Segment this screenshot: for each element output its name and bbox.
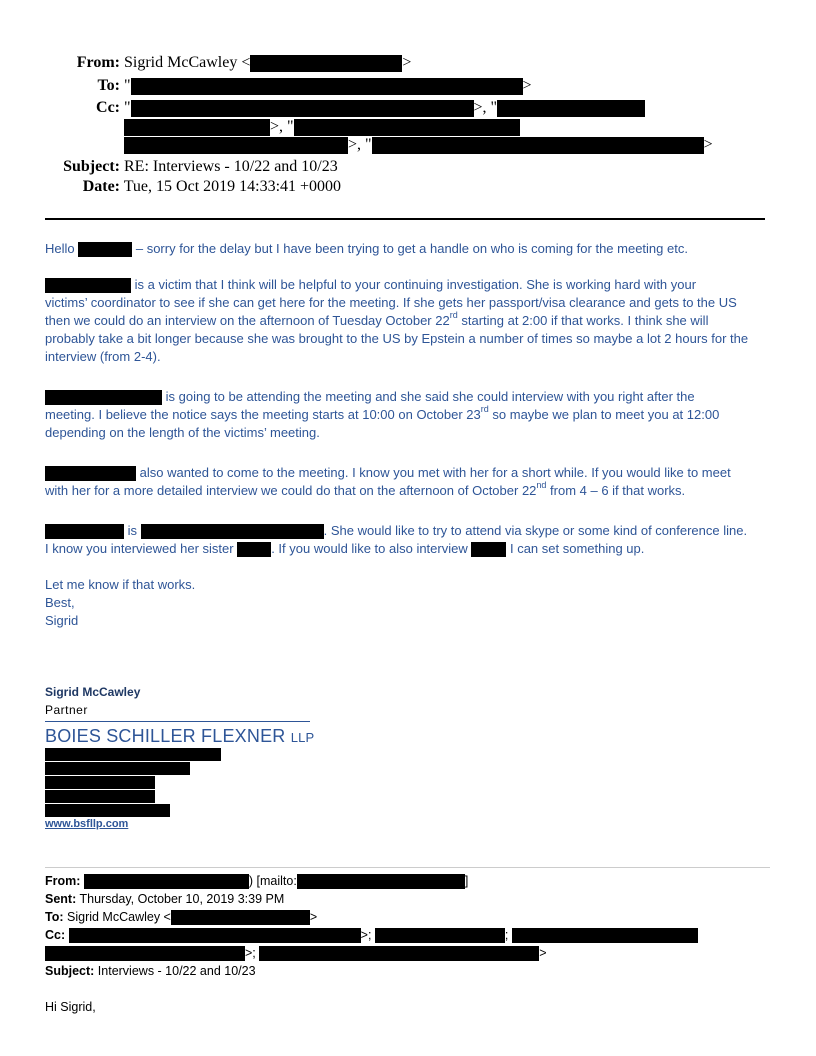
redaction: [294, 119, 520, 136]
redaction: [45, 278, 131, 293]
email-body: [45, 240, 775, 258]
redaction: [124, 119, 270, 136]
to-label: To:: [97, 77, 120, 94]
cc-row-2: >, ": [124, 117, 520, 137]
redaction: [131, 78, 523, 95]
redaction: [259, 946, 539, 961]
website-link[interactable]: www.bsfllp.com: [45, 818, 129, 830]
redaction: [250, 55, 402, 72]
redaction: [84, 874, 249, 889]
forward-divider: [45, 867, 770, 868]
fwd-subject-row: Subject: Interviews - 10/22 and 10/23: [45, 964, 256, 978]
paragraph: also wanted to come to the meeting. I know you met with her for a short while. If you would like to meet with her for a more detailed interview we could do that on the afternoon of October 22nd from 4 – 6 if that works.: [45, 465, 731, 498]
redaction: [45, 524, 124, 539]
redaction: [45, 390, 162, 405]
date-row: [45, 177, 341, 197]
fwd-cc-row: Cc: >; ;: [45, 926, 698, 944]
redaction: [78, 242, 132, 257]
signature-divider: [45, 721, 310, 722]
subject-value: RE: Interviews - 10/22 and 10/23: [124, 158, 338, 175]
signature-name: Sigrid McCawley: [45, 685, 141, 699]
closing: Let me know if that works. Best, Sigrid: [45, 577, 196, 628]
redaction: [45, 466, 136, 481]
redaction: [131, 100, 474, 117]
redaction: [45, 762, 190, 775]
from-label: From:: [76, 54, 120, 71]
paragraph: is . She would like to try to attend via skype or some kind of conference line. I know you interviewed her sister . If you would like to also interview I can set something up.: [45, 523, 748, 556]
to-row: To: " >: [45, 76, 532, 96]
redaction: [45, 804, 170, 817]
redaction: [69, 928, 361, 943]
redaction: [375, 928, 505, 943]
fwd-greeting: Hi Sigrid,: [45, 1000, 96, 1014]
redaction: [171, 910, 310, 925]
fwd-sent-row: Sent: Thursday, October 10, 2019 3:39 PM: [45, 892, 285, 906]
redaction: [471, 542, 506, 557]
header-divider: [45, 218, 765, 220]
subject-row: [45, 157, 338, 177]
redaction: [141, 524, 324, 539]
redaction: [45, 748, 221, 761]
signature-title: Partner: [45, 703, 88, 717]
date-label: Date:: [82, 178, 120, 195]
paragraph: Hello – sorry for the delay but I have been trying to get a handle on who is coming for the meeting etc.: [45, 241, 688, 256]
redaction: [124, 137, 348, 154]
date-value: Tue, 15 Oct 2019 14:33:41 +0000: [123, 178, 342, 195]
cc-row: Cc: " >, ": [45, 98, 645, 118]
paragraph: is a victim that I think will be helpful to your continuing investigation. She is working hard with your victims’ coordinator to see if she can get here for the meeting. If she gets her passport/visa clearance and gets to the US then we could do an interview on the afternoon of Tuesday October 22rd starting at 2:00 if that works. I think she will probably take a bit longer because she was brought to the US by Epstein a number of times so maybe a lot 2 hours for the interview (from 2-4).: [45, 277, 749, 364]
fwd-cc-row-2: >; >: [45, 944, 547, 962]
redaction: [45, 776, 155, 789]
redaction: [372, 137, 704, 154]
cc-label: Cc:: [96, 99, 120, 116]
fwd-from-row: From: ) [mailto: ]: [45, 874, 469, 888]
redaction: [45, 946, 245, 961]
from-row: From: Sigrid McCawley < >: [45, 53, 411, 73]
redaction: [237, 542, 271, 557]
cc-row-3: >, " >: [124, 135, 713, 155]
redaction: [45, 790, 155, 803]
paragraph: is going to be attending the meeting and she said she could interview with you right after the meeting. I believe the notice says the meeting starts at 10:00 on October 23rd so maybe we plan to meet you at 12:00 depending on the length of the victims’ meeting.: [45, 389, 720, 440]
redaction: [512, 928, 698, 943]
fwd-to-row: To: Sigrid McCawley < >: [45, 910, 318, 924]
redaction: [497, 100, 645, 117]
from-value: Sigrid McCawley <: [124, 54, 251, 71]
redaction: [297, 874, 465, 889]
subject-label: Subject:: [63, 158, 120, 175]
firm-name: BOIES SCHILLER FLEXNER LLP: [45, 726, 315, 746]
